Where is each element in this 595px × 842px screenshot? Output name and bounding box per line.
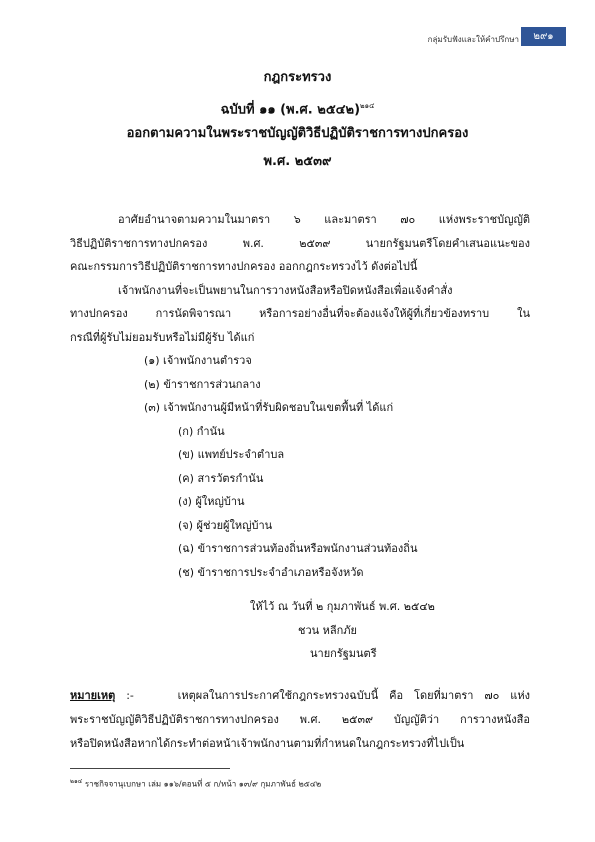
title-footnote-ref: ๒๑๔	[360, 102, 375, 110]
sub-list-item: (ฉ) ข้าราชการส่วนท้องถิ่นหรือพนักงานส่วนท้องถิ่น	[178, 542, 418, 555]
page-number-badge: ๒๙๑	[521, 27, 566, 46]
sub-list-item: (ข) แพทย์ประจำตำบล	[178, 448, 285, 461]
footnote	[70, 776, 321, 791]
paragraph-1-line-2: วิธีปฏิบัติราชการทางปกครอง พ.ศ. ๒๕๓๙ นายกรัฐมนตรีโดยคำเสนอแนะของ	[70, 236, 530, 250]
title-line-1: กฎกระทรวง	[263, 70, 332, 85]
title-line-2	[0, 94, 595, 118]
note-line-2: พระราชบัญญัติวิธีปฏิบัติราชการทางปกครอง พ.ศ. ๒๕๓๙ บัญญัติว่า การวางหนังสือ	[70, 713, 530, 726]
paragraph-1-line-3: คณะกรรมการวิธีปฏิบัติราชการทางปกครอง ออกกฎกระทรวงไว้ ดังต่อไปนี้	[70, 260, 418, 273]
list-item: (๑) เจ้าพนักงานตำรวจ	[144, 354, 252, 367]
title-line-4: พ.ศ. ๒๕๓๙	[263, 154, 332, 169]
sub-list-item: (ค) สารวัตรกำนัน	[178, 471, 264, 485]
sub-list-item: (ช) ข้าราชการประจำอำเภอหรือจังหวัด	[178, 565, 364, 579]
note-label: หมายเหตุ	[70, 689, 116, 702]
footnote-divider	[70, 768, 230, 769]
signature-block	[250, 595, 435, 666]
footnote-text: ราชกิจจานุเบกษา เล่ม ๑๑๖/ตอนที่ ๕ ก/หน้า ๑๓/๙ กุมภาพันธ์ ๒๕๔๒	[84, 779, 322, 789]
note-separator: :-	[126, 689, 134, 702]
signatory-position: นายกรัฐมนตรี	[310, 647, 377, 660]
note-line-3: หรือปิดหนังสือหากได้กระทำต่อหน้าเจ้าพนักงานตามที่กำหนดในกฎกระทรวงที่ไปเป็น	[70, 737, 465, 750]
header-label: กลุ่มรับฟังและให้คำปรึกษา	[427, 35, 519, 44]
footnote-ref: ๒๑๔	[70, 778, 83, 785]
title-line-2-text: ฉบับที่ ๑๑ (พ.ศ. ๒๕๔๒)	[220, 102, 361, 118]
title-block	[0, 66, 595, 178]
note-section	[70, 684, 530, 756]
paragraph-2-line-3: กรณีที่ผู้รับไม่ยอมรับหรือไม่มีผู้รับ ได้แก่	[70, 330, 255, 344]
sub-list-item: (ก) กำนัน	[178, 424, 225, 438]
list-item: (๓) เจ้าพนักงานผู้มีหน้าที่รับผิดชอบในเขตพื้นที่ ได้แก่	[144, 401, 394, 414]
paragraph-1-line-1: อาศัยอำนาจตามความในมาตรา ๖ และมาตรา ๗๐ แห่งพระราชบัญญัติ	[118, 213, 530, 226]
title-line-3: ออกตามความในพระราชบัญญัติวิธีปฏิบัติราชการทางปกครอง	[126, 126, 469, 141]
paragraph-2-line-2: ทางปกครอง การนัดพิจารณา หรือการอย่างอื่นที่จะต้องแจ้งให้ผู้ที่เกี่ยวข้องทราบ ใน	[70, 307, 530, 320]
sub-list-item: (จ) ผู้ช่วยผู้ใหญ่บ้าน	[178, 518, 273, 532]
body-text	[70, 208, 530, 584]
signature-date: ให้ไว้ ณ วันที่ ๒ กุมภาพันธ์ พ.ศ. ๒๕๔๒	[250, 600, 435, 613]
note-line-1	[70, 684, 530, 708]
sub-list-item: (ง) ผู้ใหญ่บ้าน	[178, 495, 245, 508]
paragraph-2-line-1: เจ้าพนักงานที่จะเป็นพยานในการวางหนังสือหรือปิดหนังสือเพื่อแจ้งคำสั่ง	[118, 283, 453, 297]
list-item: (๒) ข้าราชการส่วนกลาง	[144, 377, 261, 391]
signatory-name: ชวน หลีกภัย	[298, 623, 358, 637]
note-line-1-text: เหตุผลในการประกาศใช้กฎกระทรวงฉบับนี้ คือ โดยที่มาตรา ๗๐ แห่ง	[177, 689, 530, 702]
